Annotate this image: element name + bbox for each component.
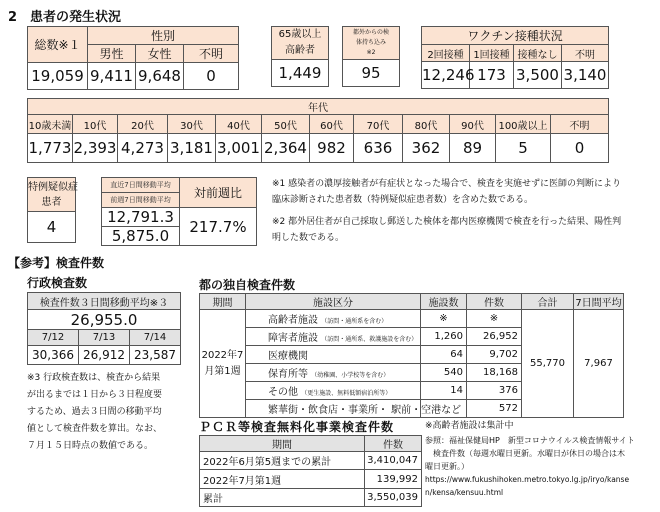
period-line2: 月第1週 [204,365,241,377]
age-value: 3,001 [216,134,262,163]
period-line1: 2022年7 [201,349,244,361]
admin-note-line: するため、過去３日間の移動平均 [27,407,162,417]
vaccine-col-unknown: 不明 [562,45,609,62]
admin-tests-header: 検査件数３日間移動平均※３ [28,293,181,310]
col-test-count: 件数 [467,294,522,310]
female-value: 9,648 [136,63,184,90]
note1-line1: ※1 感染者の濃厚接触者が有症状となった場合で、検査を実施せずに医師の判断により [272,179,621,189]
age-value: 982 [310,134,354,163]
prev-week-avg-label: 前週7日間移動平均 [102,193,180,208]
pcr-count: 3,410,047 [365,452,422,470]
col-total: 合計 [522,294,574,310]
facility-name: 保育所等 [268,369,308,380]
age-col: 100歳以上 [496,115,551,134]
total-label: 総数※１ [28,27,88,63]
admin-test-value: 26,912 [79,346,130,365]
notes [272,176,652,246]
admin-test-date: 7/14 [130,330,181,346]
note2-line2: 明した数である。 [272,233,345,243]
vaccine-value-none: 3,500 [514,62,562,89]
admin-tests-avg: 26,955.0 [28,310,181,330]
imported-table [342,26,400,87]
age-col: 不明 [551,115,609,134]
facility-row [246,382,421,400]
imported-label-line1: 都外からの検 [352,29,389,36]
test-count: 18,168 [467,364,522,382]
facility-row [246,364,421,382]
vaccine-value-one-dose: 173 [470,62,514,89]
pcr-count: 3,550,039 [365,488,422,506]
facility-count: ※ [421,310,467,328]
elderly-value: 1,449 [272,60,329,87]
facility-count: 540 [421,364,467,382]
age-col: 90代 [450,115,496,134]
vaccine-col-two-dose: 2回接種 [422,45,470,62]
tokyo-tests-title: 都の独自検査件数 [199,278,296,292]
male-label: 男性 [88,45,136,63]
elderly-label-line1: 65歳以上 [278,29,322,40]
admin-tests-note [27,370,202,455]
facility-name: 高齢者施設 [268,315,318,326]
reference-line: 曜日更新。） [425,462,469,471]
facility-sub: （幼稚園、小学校等を含む） [311,372,390,379]
admin-test-date: 7/12 [28,330,79,346]
female-label: 女性 [136,45,184,63]
reference-url[interactable]: n/kensa/kensuu.html [425,488,504,497]
pcr-period: 2022年6月第5週までの累計 [200,452,365,470]
male-value: 9,411 [88,63,136,90]
suspected-table [27,177,76,243]
age-value: 1,773 [28,134,73,163]
facility-name: 繁華街・飲食店・事業所・ 駅前・空港など [268,405,462,416]
note1-line2: 臨床診断された患者数（特例疑似症患者数）を含めた数である。 [272,195,534,205]
facility-name: その他 [268,387,298,398]
pcr-period: 累計 [200,488,365,506]
ratio-value: 217.7% [180,208,257,246]
admin-note-line: ７月１５日時点の数値である。 [27,441,154,451]
imported-value: 95 [343,60,400,87]
facility-name: 障害者施設 [268,333,318,344]
age-value: 2,393 [73,134,118,163]
test-count: 26,952 [467,328,522,346]
elderly-table [271,26,329,87]
pcr-period: 2022年7月第1週 [200,470,365,488]
pcr-col-period: 期間 [200,436,365,452]
tokyo-tests-table [199,293,624,418]
admin-note-line: ※3 行政検査数は、検査から結果 [27,373,161,383]
age-col: 30代 [168,115,216,134]
tokyo-7day-avg: 7,967 [574,310,624,418]
imported-label-line2: 体持ち込み [355,39,386,46]
imported-label-line3: ※2 [366,49,376,56]
col-facility-count: 施設数 [421,294,467,310]
reference-line: 検査件数（毎週水曜日更新。水曜日が休日の場合は木 [425,449,625,458]
age-col: 40代 [216,115,262,134]
patients-table [27,26,239,90]
facility-sub: （訪問・通所系を含む） [321,318,388,325]
age-value: 3,181 [168,134,216,163]
col-7day-avg: 7日間平均 [574,294,624,310]
elderly-label-line2: 高齢者 [285,45,315,56]
age-col: 80代 [403,115,450,134]
pcr-table [199,435,422,507]
vaccine-value-unknown: 3,140 [562,62,609,89]
col-facility-type: 施設区分 [246,294,421,310]
section-title: 2 患者の発生状況 [8,10,122,25]
facility-count: 14 [421,382,467,400]
age-value: 5 [496,134,551,163]
suspected-label-line1: 特例疑似症 [28,181,78,193]
pcr-count: 139,992 [365,470,422,488]
vaccine-col-none: 接種なし [514,45,562,62]
age-value: 89 [450,134,496,163]
age-col: 70代 [354,115,403,134]
prev-week-avg-value: 5,875.0 [102,227,180,246]
facility-sub: （更生施設、無料低額宿泊所等） [301,390,392,397]
elderly-note: ※高齢者施設は集計中 [425,421,514,431]
total-value: 19,059 [28,63,88,90]
vaccine-table [421,26,609,89]
suspected-label-line2: 患者 [41,196,62,208]
pcr-title: ＰＣＲ等検査無料化事業検査件数 [199,420,395,434]
age-value: 4,273 [118,134,168,163]
vaccine-col-one-dose: 1回接種 [470,45,514,62]
age-value: 2,364 [262,134,310,163]
admin-tests-title: 行政検査数 [27,276,88,290]
facility-row [246,328,421,346]
vaccine-title: ワクチン接種状況 [422,27,609,45]
moving-avg-table [101,177,257,246]
reference-url[interactable]: https://www.fukushihoken.metro.tokyo.lg.jp/iryo/kanse [425,475,630,484]
sex-label: 性別 [88,27,239,45]
note2-line1: ※2 都外居住者が自己採取し郵送した検体を都内医療機関で検査を行った結果、陽性判 [272,217,622,227]
admin-tests-table [27,292,181,365]
facility-row [246,400,462,418]
facility-name: 医療機関 [268,351,308,362]
reference-title: 【参考】検査件数 [8,256,105,270]
admin-test-value: 23,587 [130,346,181,365]
unknown-value: 0 [184,63,239,90]
age-value: 0 [551,134,609,163]
admin-test-value: 30,366 [28,346,79,365]
age-col: 60代 [310,115,354,134]
facility-row [246,310,421,328]
facility-count: 64 [421,346,467,364]
facility-row [246,346,421,364]
age-col: 20代 [118,115,168,134]
suspected-value: 4 [28,212,76,243]
test-count: ※ [467,310,522,328]
admin-note-line: が出るまでは１日から３日程度要 [27,390,163,400]
age-col: 50代 [262,115,310,134]
age-value: 362 [403,134,450,163]
test-count: 9,702 [467,346,522,364]
facility-count: 1,260 [421,328,467,346]
unknown-label: 不明 [184,45,239,63]
test-count: 376 [467,382,522,400]
tokyo-total: 55,770 [522,310,574,418]
admin-test-date: 7/13 [79,330,130,346]
age-col: 10歳未満 [28,115,73,134]
vaccine-value-two-dose: 12,246 [422,62,470,89]
age-table [27,98,609,163]
age-title: 年代 [28,99,609,115]
facility-sub: （訪問・通所系、救護施設を含む） [321,336,418,343]
this-week-avg-label: 直近7日間移動平均 [102,178,180,193]
pcr-col-count: 件数 [365,436,422,452]
col-period: 期間 [200,294,246,310]
age-value: 636 [354,134,403,163]
ratio-label: 対前週比 [180,178,257,208]
reference-note [425,434,657,499]
reference-line: 参照：福祉保健局HP 新型コロナウイルス検査情報サイト [425,436,635,445]
this-week-avg-value: 12,791.3 [102,208,180,227]
admin-note-line: 値として検査件数を算出。なお、 [27,424,163,434]
test-count: 572 [467,400,522,418]
age-col: 10代 [73,115,118,134]
